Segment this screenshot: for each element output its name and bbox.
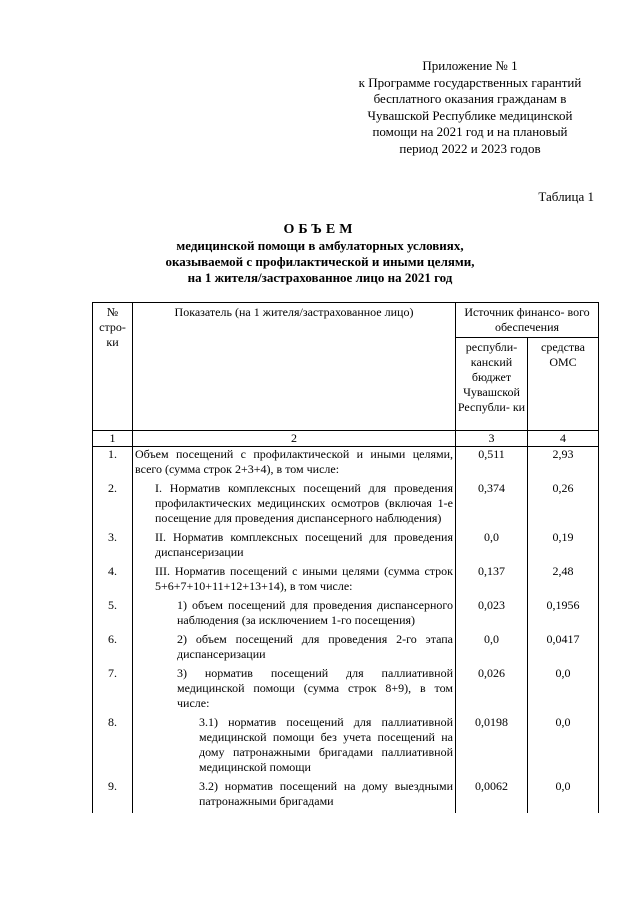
appendix-line: Приложение № 1 <box>422 58 518 73</box>
row-indicator: II. Норматив комплексных посещений для проведения диспансеризации <box>133 530 456 564</box>
title-line: на 1 жителя/застрахованное лицо на 2021 год <box>187 270 453 285</box>
column-number: 3 <box>456 431 528 447</box>
row-budget-value: 0,026 <box>456 666 528 715</box>
row-indicator: Объем посещений с профилактической и иными целями, всего (сумма строк 2+3+4), в том числе: <box>133 447 456 482</box>
table-row <box>93 632 599 666</box>
header-funding-source: Источник финансо- вого обеспечения <box>456 303 599 338</box>
appendix-line: Чувашской Республике медицинской <box>367 107 573 123</box>
appendix-line: бесплатного оказания гражданам в <box>373 91 567 106</box>
appendix-line: период 2022 и 2023 годов <box>399 140 541 156</box>
appendix-header <box>350 58 590 157</box>
row-budget-value: 0,023 <box>456 598 528 632</box>
row-number: 1. <box>93 447 133 482</box>
row-budget-value: 0,0198 <box>456 715 528 779</box>
row-oms-value: 0,0417 <box>528 632 599 666</box>
row-budget-value: 0,374 <box>456 481 528 530</box>
row-number: 7. <box>93 666 133 715</box>
row-number: 6. <box>93 632 133 666</box>
row-number: 4. <box>93 564 133 598</box>
table-row <box>93 564 599 598</box>
row-oms-value: 0,0 <box>528 715 599 779</box>
row-budget-value: 0,0 <box>456 632 528 666</box>
row-indicator: I. Норматив комплексных посещений для проведения профилактических медицинских осмотров (включая 1-е посещение для проведения диспансерного наблюдения) <box>133 481 456 530</box>
row-oms-value: 0,0 <box>528 779 599 813</box>
row-number: 8. <box>93 715 133 779</box>
row-indicator: 3.1) норматив посещений для паллиативной медицинской помощи без учета посещений на дому патронажными бригадами паллиативной медицинской помощи <box>133 715 456 779</box>
table-row <box>93 481 599 530</box>
header-indicator: Показатель (на 1 жителя/застрахованное лицо) <box>133 303 456 431</box>
volume-table <box>92 302 599 813</box>
row-indicator: 1) объем посещений для проведения диспансерного наблюдения (за исключением 1-го посещения) <box>133 598 456 632</box>
row-budget-value: 0,511 <box>456 447 528 482</box>
document-title <box>110 222 530 286</box>
row-oms-value: 0,0 <box>528 666 599 715</box>
appendix-line: помощи на 2021 год и на плановый <box>372 124 568 139</box>
row-oms-value: 0,26 <box>528 481 599 530</box>
row-budget-value: 0,0062 <box>456 779 528 813</box>
header-republican-budget: республи- канский бюджет Чувашской Республи- ки <box>456 338 528 431</box>
table-row <box>93 715 599 779</box>
appendix-line: к Программе государственных гарантий <box>358 74 582 90</box>
column-number: 4 <box>528 431 599 447</box>
table-label: Таблица 1 <box>538 189 594 204</box>
row-indicator: III. Норматив посещений с иными целями (сумма строк 5+6+7+10+11+12+13+14), в том числе: <box>133 564 456 598</box>
row-number: 2. <box>93 481 133 530</box>
row-number: 9. <box>93 779 133 813</box>
title-line: оказываемой с профилактической и иными целями, <box>165 254 475 269</box>
row-indicator: 3.2) норматив посещений на дому выездными патронажными бригадами <box>133 779 456 813</box>
row-oms-value: 0,1956 <box>528 598 599 632</box>
row-number: 5. <box>93 598 133 632</box>
table-row <box>93 666 599 715</box>
row-number: 3. <box>93 530 133 564</box>
table-row <box>93 530 599 564</box>
row-budget-value: 0,137 <box>456 564 528 598</box>
header-oms-funds: средства ОМС <box>528 338 599 431</box>
row-budget-value: 0,0 <box>456 530 528 564</box>
header-row-number: № стро- ки <box>93 303 133 431</box>
row-oms-value: 2,93 <box>528 447 599 482</box>
column-number: 2 <box>133 431 456 447</box>
row-oms-value: 0,19 <box>528 530 599 564</box>
table-row <box>93 598 599 632</box>
row-indicator: 2) объем посещений для проведения 2-го этапа диспансеризации <box>133 632 456 666</box>
title-line: медицинской помощи в амбулаторных условиях, <box>176 238 464 253</box>
row-oms-value: 2,48 <box>528 564 599 598</box>
row-indicator: 3) норматив посещений для паллиативной медицинской помощи (сумма строк 8+9), в том числе: <box>133 666 456 715</box>
table-row <box>93 447 599 482</box>
table-row <box>93 779 599 813</box>
column-number: 1 <box>93 431 133 447</box>
title-line: ОБЪЕМ <box>283 222 357 237</box>
